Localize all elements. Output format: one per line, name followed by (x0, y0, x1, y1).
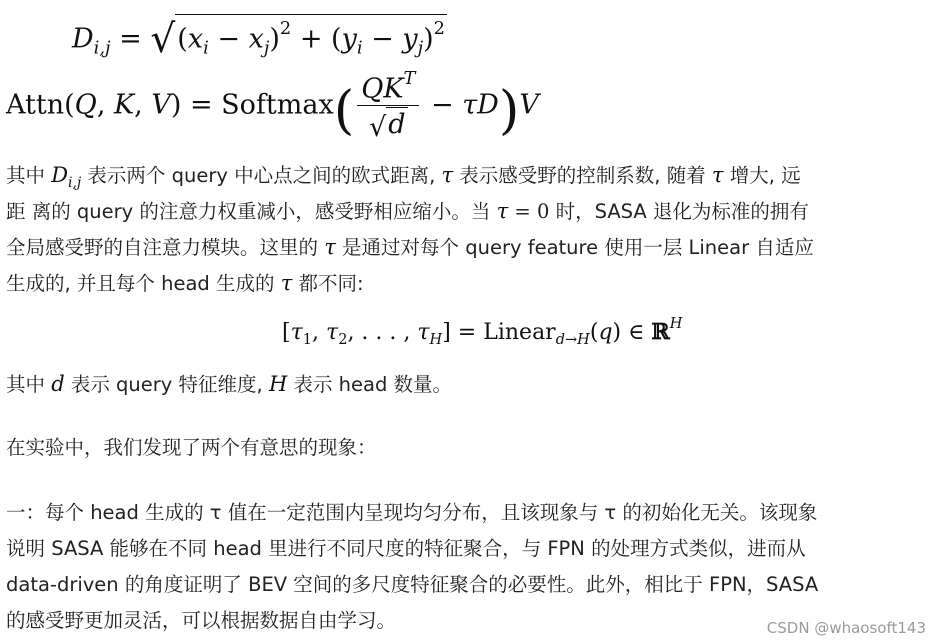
text: 其中 (6, 373, 52, 396)
text: 生成的, 并且每个 head 生成的 (6, 272, 281, 295)
text: 都不同: (292, 272, 364, 295)
text: data-driven 的角度证明了 BEV 空间的多尺度特征聚合的必要性。此外，相比于 FPN，SASA (6, 573, 819, 596)
text: 时，SASA 退化为标准的拥有 (549, 200, 809, 223)
paragraph-observation-one (6, 495, 932, 639)
text: 表示两个 query 中心点之间的欧式距离, (81, 164, 442, 187)
text: 表示 head 数量。 (287, 373, 453, 396)
text: 距 离的 query 的注意力权重减小，感受野相应缩小。当 (6, 200, 497, 223)
linear-label: Linear (483, 319, 556, 345)
text: 其中 (6, 164, 52, 187)
softmax-label: Softmax (221, 89, 334, 121)
text: 表示感受野的控制系数, 随着 (453, 164, 712, 187)
text: 说明 SASA 能够在不同 head 里进行不同尺度的特征聚合，与 FPN 的处理方式类似，进而从 (6, 537, 806, 560)
paragraph-experiment-intro (6, 430, 932, 466)
text: 表示 query 特征维度, (64, 373, 269, 396)
attn-label: Attn (6, 89, 65, 121)
text: 是通过对每个 query feature 使用一层 Linear 自适应 (335, 236, 814, 259)
distance-formula: $D_{i,j} = √(x_i - x_j)^2 + (y_i - y_j)^2$ (72, 14, 447, 62)
text: 的感受野更加灵活，可以根据数据自由学习。 (6, 609, 397, 632)
text: 一：每个 head 生成的 τ 值在一定范围内呈现均匀分布，且该现象与 τ 的初始化无关。该现象 (6, 501, 818, 524)
text: 增大, 远 (723, 164, 801, 187)
watermark: CSDN @whaosoft143 (766, 619, 926, 637)
paragraph-definitions: 其中 $D_{i,j}$ 表示两个 query 中心点之间的欧式距离, τ 表示感受野的控制系数, 随着 τ 增大, 远 距 离的 query 的注意力权重减小，感受野相应缩小。当 τ = 0 时，SASA 退化为标准的拥有 全局感受野的自注意力模块。这里的 τ 是通过对每个 query feature 使用一层 Linear 自适应 生成的, 并且每个 head 生成的 τ 都不同: (6, 163, 814, 295)
text: 在实验中，我们发现了两个有意思的现象： (6, 436, 377, 459)
text: 全局感受野的自注意力模块。这里的 (6, 236, 325, 259)
tau-vector-formula: [$\tau_1$, $\tau_2$, . . . , $\tau_H$] = Linear$_{d\to H}$(q) ∈ ℝ$^H$ (282, 316, 683, 348)
paragraph-dimensions: 其中 d 表示 query 特征维度, H 表示 head 数量。 (6, 372, 453, 396)
attention-formula: Attn(Q, K, V) = Softmax( $\frac{QK^T}{√d}$ − τD)V (6, 68, 539, 144)
